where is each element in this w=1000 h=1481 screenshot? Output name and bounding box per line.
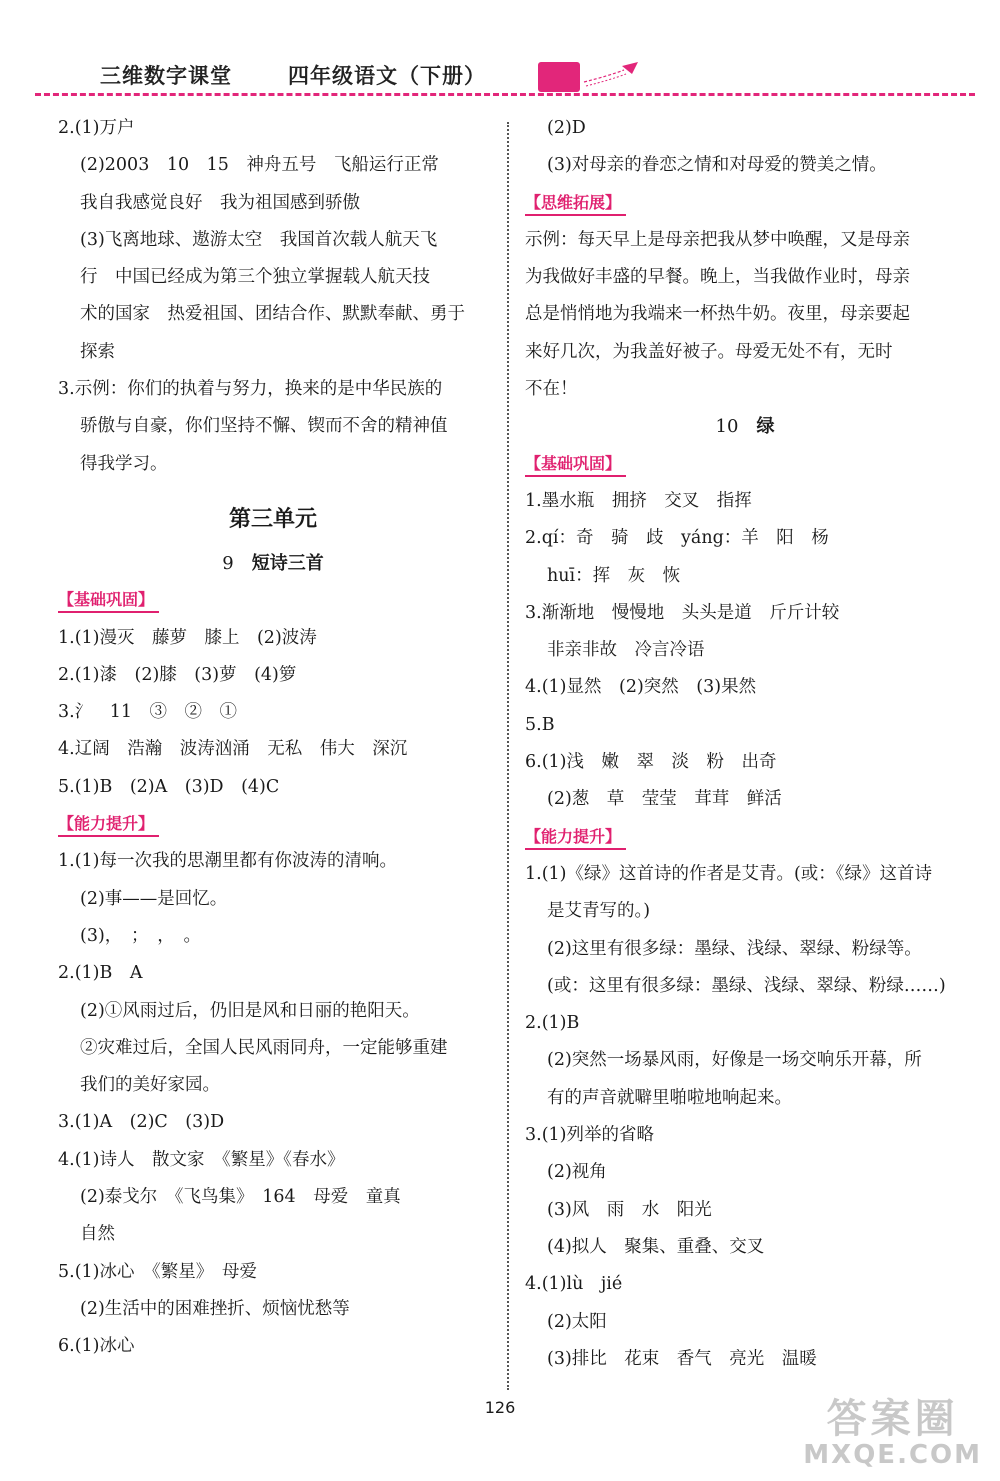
watermark-logo xyxy=(803,1397,982,1469)
answer-line: 自然 xyxy=(80,1224,115,1245)
page-header xyxy=(0,0,1000,100)
answer-line: 6.(1)冰心 xyxy=(58,1336,135,1357)
left-answer-column xyxy=(58,110,488,1366)
answer-line: 5.(1)B (2)A (3)D (4)C xyxy=(58,776,280,797)
answer-line: 4.(1)显然 (2)突然 (3)果然 xyxy=(525,677,757,698)
answer-line: 3.示例：你们的执着与努力，换来的是中华民族的 xyxy=(58,379,443,400)
answer-line: (3)对母亲的眷恋之情和对母爱的赞美之情。 xyxy=(547,155,887,176)
answer-line: 5.(1)冰心 《繁星》 母爱 xyxy=(58,1261,257,1282)
section-tag-label: 【能力提升】 xyxy=(525,826,626,850)
unit-heading: 第三单元 xyxy=(228,506,317,532)
book-series-title: 三维数字课堂 xyxy=(100,64,232,88)
section-tag xyxy=(58,806,488,843)
rocket-logo-icon xyxy=(538,60,648,96)
watermark-bottom-text: MXQE.COM xyxy=(803,1440,982,1470)
page-number: 126 xyxy=(484,1398,516,1417)
answer-line: 2.(1)B A xyxy=(58,963,143,984)
answer-line: 探索 xyxy=(80,341,115,362)
header-dashed-divider xyxy=(35,93,975,96)
answer-line: 3.渐渐地 慢慢地 头头是道 斤斤计较 xyxy=(525,602,840,623)
section-tag-label: 【基础巩固】 xyxy=(58,589,159,613)
answer-line: 是艾青写的。) xyxy=(547,901,651,922)
answer-line: (2)葱 草 莹莹 茸茸 鲜活 xyxy=(547,789,782,810)
answer-line: 4.(1)诗人 散文家 《繁星》《春水》 xyxy=(58,1149,345,1170)
answer-line: 6.(1)浅 嫩 翠 淡 粉 出奇 xyxy=(525,752,777,773)
answer-line: 2.(1)B xyxy=(525,1013,580,1034)
answer-line: (2)这里有很多绿：墨绿、浅绿、翠绿、粉绿等。 xyxy=(547,938,922,959)
answer-line: (3)排比 花束 香气 亮光 温暖 xyxy=(547,1348,817,1369)
answer-line: (3)， ； ， 。 xyxy=(80,925,202,946)
watermark-top-text: 答案圈 xyxy=(826,1396,959,1442)
answer-line: 1.墨水瓶 拥挤 交叉 指挥 xyxy=(525,490,752,511)
lesson-title: 绿 xyxy=(756,416,775,438)
answer-line: 4.(1)lù jié xyxy=(525,1274,623,1295)
answer-line: 我们的美好家园。 xyxy=(80,1075,220,1096)
answer-line: 4.辽阔 浩瀚 波涛汹涌 无私 伟大 深沉 xyxy=(58,739,408,760)
lesson-heading xyxy=(525,408,965,445)
right-answer-column xyxy=(525,110,965,1378)
answer-line: 得我学习。 xyxy=(80,453,168,474)
answer-line: (2)视角 xyxy=(547,1162,607,1183)
column-divider xyxy=(507,122,509,1390)
answer-line: 2.(1)漆 (2)膝 (3)萝 (4)箩 xyxy=(58,664,297,685)
answer-line: (2)太阳 xyxy=(547,1311,607,1332)
answer-line: 1.(1)漫灭 藤萝 膝上 (2)波涛 xyxy=(58,627,317,648)
answer-line: 骄傲与自豪，你们坚持不懈、锲而不舍的精神值 xyxy=(80,416,448,437)
answer-line: 有的声音就噼里啪啦地响起来。 xyxy=(547,1087,792,1108)
answer-line: ②灾难过后，全国人民风雨同舟，一定能够重建 xyxy=(80,1037,448,1058)
answer-line: (4)拟人 聚集、重叠、交叉 xyxy=(547,1236,765,1257)
lesson-number: 10 xyxy=(715,416,739,438)
answer-line: 来好几次，为我盖好被子。母爱无处不有，无时 xyxy=(525,341,893,362)
answer-line: (2)突然一场暴风雨，好像是一场交响乐开幕，所 xyxy=(547,1050,922,1071)
answer-line: (2)泰戈尔 《飞鸟集》 164 母爱 童真 xyxy=(80,1187,401,1208)
answer-line: 我自我感觉良好 我为祖国感到骄傲 xyxy=(80,192,360,213)
answer-line: 为我做好丰盛的早餐。晚上，当我做作业时，母亲 xyxy=(525,267,910,288)
answer-line: (或：这里有很多绿：墨绿、浅绿、翠绿、粉绿……) xyxy=(547,975,946,996)
answer-line: (2)2003 10 15 神舟五号 飞船运行正常 xyxy=(80,155,439,176)
answer-line: (3)风 雨 水 阳光 xyxy=(547,1199,712,1220)
answer-line: huī：挥 灰 恢 xyxy=(547,565,681,586)
answer-line: 2.(1)万户 xyxy=(58,118,135,138)
book-subject-title: 四年级语文（下册） xyxy=(288,64,486,88)
answer-line: 总是悄悄地为我端来一杯热牛奶。夜里，母亲要起 xyxy=(525,304,910,325)
answer-line: (2)事——是回忆。 xyxy=(80,888,228,909)
answer-line: (2)生活中的困难挫折、烦恼忧愁等 xyxy=(80,1298,350,1319)
answer-line: 3.氵 11 ③ ② ① xyxy=(58,702,237,723)
answer-line: 5.B xyxy=(525,714,555,735)
answer-line: 2.qí：奇 骑 歧 yáng：羊 阳 杨 xyxy=(525,528,829,549)
answer-line: (2)①风雨过后，仍旧是风和日丽的艳阳天。 xyxy=(80,1000,420,1021)
lesson-title: 短诗三首 xyxy=(251,552,324,574)
section-tag-label: 【基础巩固】 xyxy=(525,453,626,477)
section-tag xyxy=(58,582,488,619)
section-tag xyxy=(525,446,965,483)
section-tag-label: 【思维拓展】 xyxy=(525,192,626,216)
section-tag xyxy=(525,819,965,856)
answer-line: 非亲非故 冷言冷语 xyxy=(547,640,705,661)
answer-line: 不在！ xyxy=(525,379,578,400)
answer-line: 1.(1)《绿》这首诗的作者是艾青。(或：《绿》这首诗 xyxy=(525,863,933,884)
answer-line: 1.(1)每一次我的思潮里都有你波涛的清响。 xyxy=(58,851,397,872)
section-tag xyxy=(525,185,965,222)
section-tag-label: 【能力提升】 xyxy=(58,813,159,837)
lesson-number: 9 xyxy=(222,552,234,574)
lesson-heading xyxy=(58,545,488,582)
answer-line: 3.(1)A (2)C (3)D xyxy=(58,1112,225,1133)
answer-line: 示例：每天早上是母亲把我从梦中唤醒，又是母亲 xyxy=(525,229,910,250)
answer-line: 术的国家 热爱祖国、团结合作、默默奉献、勇于 xyxy=(80,304,465,325)
answer-line: (3)飞离地球、遨游太空 我国首次载人航天飞 xyxy=(80,229,438,250)
answer-line: 行 中国已经成为第三个独立掌握载人航天技 xyxy=(80,267,430,288)
answer-line: 3.(1)列举的省略 xyxy=(525,1125,654,1146)
answer-line: (2)D xyxy=(547,118,586,138)
